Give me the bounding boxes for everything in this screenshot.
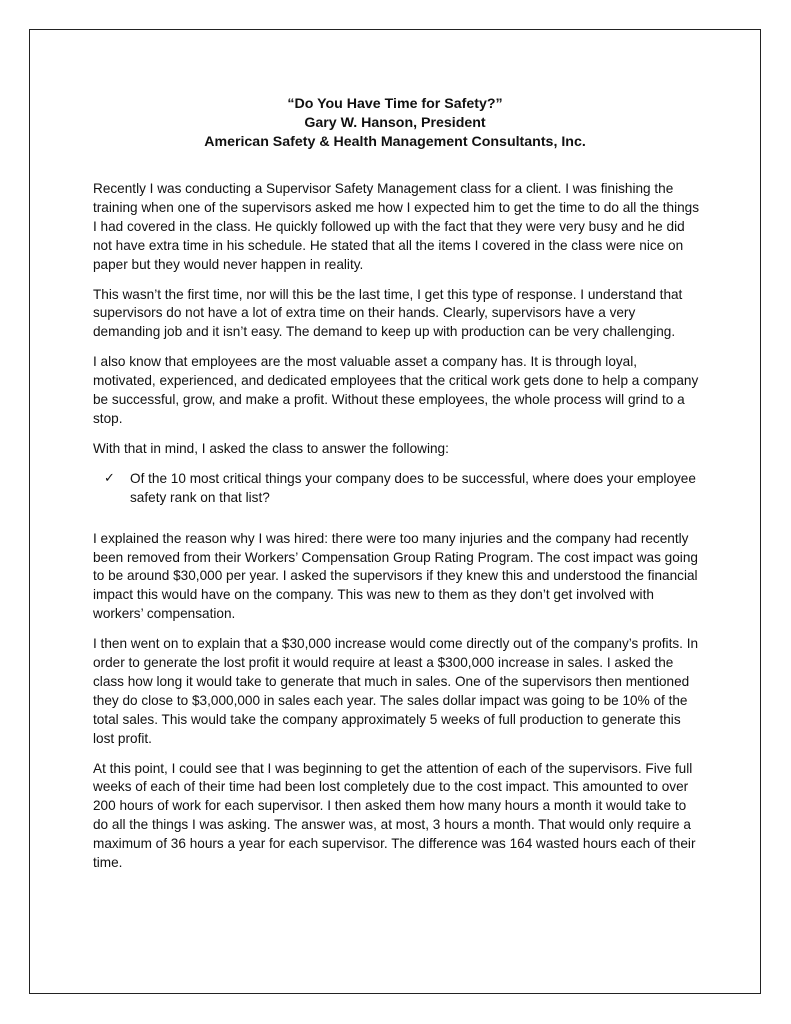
- document-title: “Do You Have Time for Safety?”: [287, 96, 503, 112]
- paragraph: I then went on to explain that a $30,000 increase would come directly out of the company’s profits. In order to generate the lost profit it would require at least a $300,000 increase in sales. I asked the class how long it would take to generate that much in sales. One of the supervisors then mentioned they do close to $3,000,000 in sales each year. The sales dollar impact was going to be 10% of the total sales. This would take the company approximately 5 weeks of full production to generate this lost profit.: [93, 636, 699, 746]
- company-line: American Safety & Health Management Consultants, Inc.: [204, 134, 586, 150]
- paragraph: Recently I was conducting a Supervisor Safety Management class for a client. I was finishing the training when one of the supervisors asked me how I expected him to get the time to do all the things I had covered in the class. He quickly followed up with the fact that they were very busy and he did not have extra time in his schedule. He stated that all the items I covered in the class were nice on paper but they would never happen in reality.: [93, 181, 700, 272]
- checklist-item: [104, 470, 703, 508]
- paragraph: I also know that employees are the most valuable asset a company has. It is through loyal, motivated, experienced, and dedicated employees that the critical work gets done to help a company be successful, grow, and make a profit. Without these employees, the whole process will grind to a stop.: [93, 354, 699, 426]
- paragraph: At this point, I could see that I was beginning to get the attention of each of the supervisors. Five full weeks of each of their time had been lost completely due to the cost impact. This amounted to over 200 hours of work for each supervisor. I then asked them how many hours a month it would take to do all the things I was asking. The answer was, at most, 3 hours a month. That would only require a maximum of 36 hours a year for each supervisor. The difference was 164 wasted hours each of their time.: [93, 760, 696, 871]
- check-mark-icon: ✓: [104, 470, 115, 486]
- list-intro: With that in mind, I asked the class to answer the following:: [93, 440, 449, 456]
- author-line: Gary W. Hanson, President: [304, 115, 486, 131]
- checklist-item-text: Of the 10 most critical things your company does to be successful, where does your employee safety rank on that list?: [130, 470, 696, 505]
- paragraph: I explained the reason why I was hired: there were too many injuries and the company had recently been removed from their Workers’ Compensation Group Rating Program. The cost impact was going to be around $30,000 per year. I asked the supervisors if they knew this and understood the financial impact this would have on the company. This was new to them as they don’t get involved with workers’ compensation.: [93, 530, 698, 622]
- paragraph: This wasn’t the first time, nor will this be the last time, I get this type of response. I understand that supervisors do not have a lot of extra time on their hands. Clearly, supervisors have a very demanding job and it isn’t easy. The demand to keep up with production can be very challenging.: [93, 286, 683, 340]
- document-body: [93, 180, 703, 884]
- document-header: [29, 95, 761, 152]
